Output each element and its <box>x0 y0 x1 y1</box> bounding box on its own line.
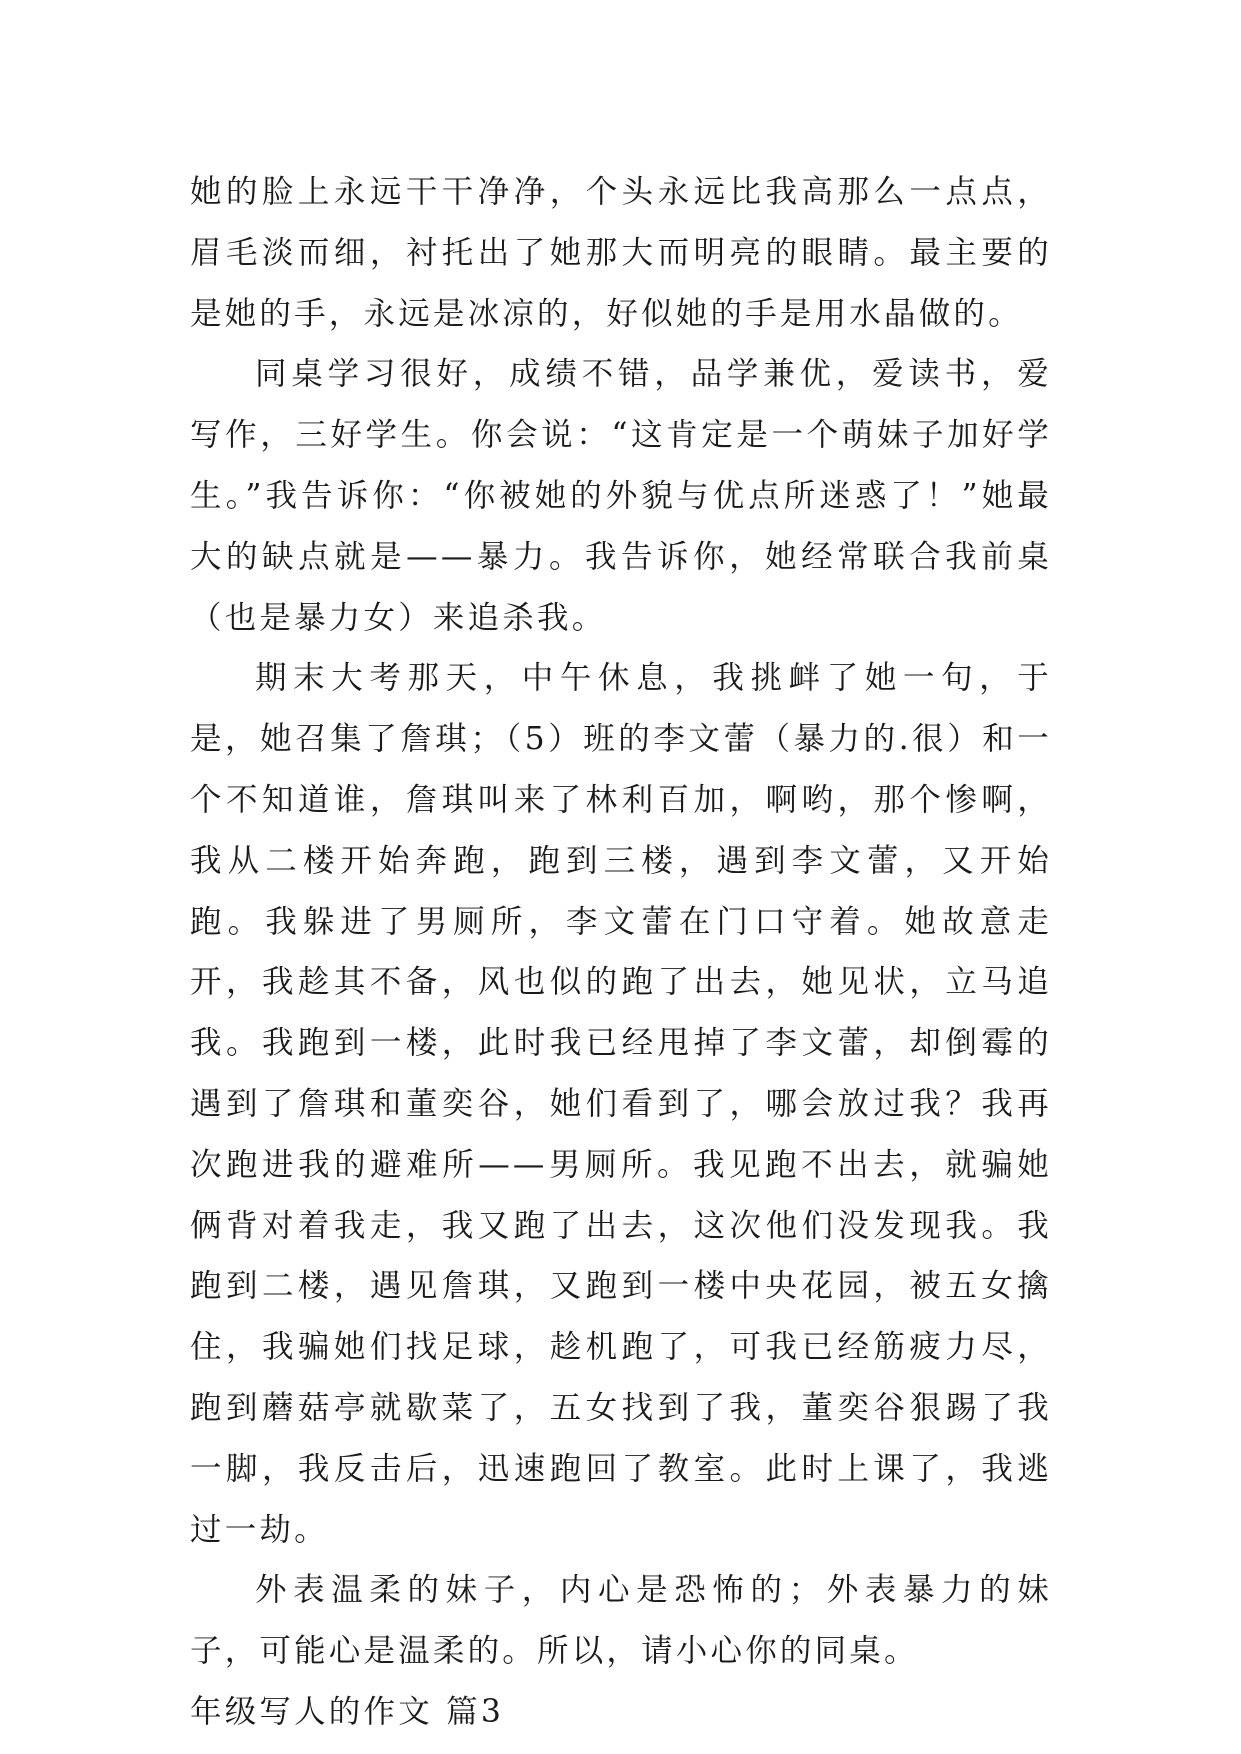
paragraph-conclusion: 外表温柔的妹子，内心是恐怖的；外表暴力的妹子，可能心是温柔的。所以，请小心你的同桌。 <box>190 1572 1052 1670</box>
essay-body <box>190 162 1052 1743</box>
paragraph-description: 她的脸上永远干干净净，个头永远比我高那么一点点，眉毛淡而细，衬托出了她那大而明亮的眼睛。最主要的是她的手，永远是冰凉的，好似她的手是用水晶做的。 <box>190 174 1052 332</box>
paragraph-chase-story: 期末大考那天，中午休息，我挑衅了她一句，于是，她召集了詹琪；（5）班的李文蕾（暴力的.很）和一个不知道谁，詹琪叫来了林利百加，啊哟，那个惨啊，我从二楼开始奔跑，跑到三楼，遇到李文蕾，又开始跑。我躲进了男厕所，李文蕾在门口守着。她故意走开，我趁其不备，风也似的跑了出去，她见状，立马追我。我跑到一楼，此时我已经甩掉了李文蕾，却倒霉的遇到了詹琪和董奕谷，她们看到了，哪会放过我？我再次跑进我的避难所——男厕所。我见跑不出去，就骗她俩背对着我走，我又跑了出去，这次他们没发现我。我跑到二楼，遇见詹琪，又跑到一楼中央花园，被五女擒住，我骗她们找足球，趁机跑了，可我已经筋疲力尽，跑到蘑菇亭就歇菜了，五女找到了我，董奕谷狠踢了我一脚，我反击后，迅速跑回了教室。此时上课了，我逃过一劫。 <box>190 660 1052 1548</box>
paragraph-deskmate-intro: 同桌学习很好，成绩不错，品学兼优，爱读书，爱写作，三好学生。你会说：“这肯定是一个萌妹子加好学生。”我告诉你：“你被她的外貌与优点所迷惑了！”她最大的缺点就是——暴力。我告诉你，她经常联合我前桌（也是暴力女）来追杀我。 <box>190 356 1052 636</box>
section-heading: 年级写人的作文 篇3 <box>190 1693 505 1730</box>
